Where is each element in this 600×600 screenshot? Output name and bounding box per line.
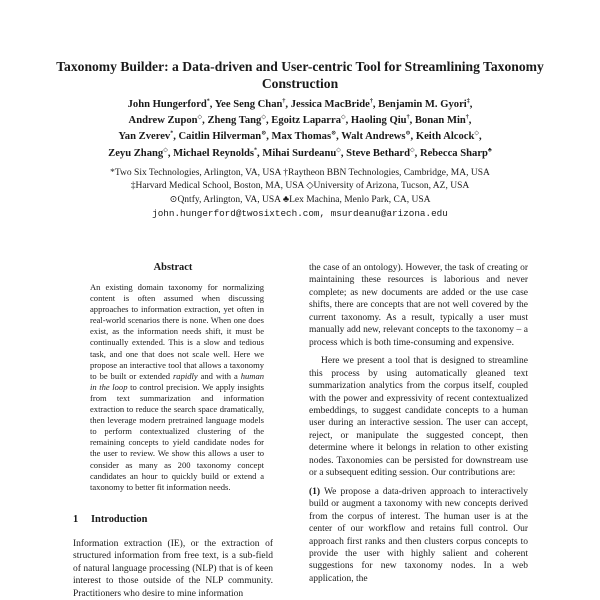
author: Michael Reynolds*: [173, 147, 258, 159]
author: Andrew Zupon◇: [128, 114, 203, 127]
section-number: 1: [73, 514, 79, 525]
email-addresses: john.hungerford@twosixtech.com, msurdeanu@arizona.edu: [152, 208, 448, 220]
author-list: [40, 97, 560, 162]
author-line: Zeyu Zhang◇, Michael Reynolds*, Mihai Surdeanu◇, Steve Bethard◇, Rebecca Sharp♣: [108, 147, 492, 159]
paper-title: Taxonomy Builder: a Data-driven and User-centric Tool for Streamlining Taxonomy Construction: [56, 59, 544, 91]
author: Egoitz Laparra◇: [271, 114, 346, 127]
contribution-paragraph: (1) We propose a data-driven approach to interactively build or augment a taxonomy with new concepts derived from the corpus of interest. The human user is at the center of our workflow and retains full control. Our approach first ranks and then clusters corpus concepts to provide the user with highly salient and coherent suggestions for new taxonomy nodes. In a web application, the: [309, 486, 528, 584]
section-title: Introduction: [91, 514, 148, 525]
emphasis: human in the loop: [90, 370, 264, 392]
intro-paragraph: Information extraction (IE), or the extraction of structured information from free text, is a sub-field of natural language processing (NLP) that is of keen interest to those outside of the NLP community. Practitioners who desire to mine information: [73, 539, 273, 599]
affiliation-line: ‡Harvard Medical School, Boston, MA, USA ◇University of Arizona, Tucson, AZ, USA: [130, 181, 470, 192]
affiliation-line: *Two Six Technologies, Arlington, VA, USA †Raytheon BBN Technologies, Cambridge, MA, USA: [110, 168, 490, 178]
author: Mihai Surdeanu◇: [262, 147, 341, 159]
author: Benjamin M. Gyori‡: [378, 98, 470, 110]
author: Rebecca Sharp♣: [419, 147, 492, 159]
author-line: Andrew Zupon◇, Zheng Tang◇, Egoitz Laparra◇, Haoling Qiu†, Bonan Min†,: [128, 114, 472, 127]
affiliation-block: [40, 167, 560, 221]
author: John Hungerford*: [127, 98, 210, 110]
contribution-label: (1): [309, 486, 321, 497]
body-paragraph: the case of an ontology). However, the task of creating or maintaining these resources is laborious and never complete; as new documents are added or the use case shifts, there are concepts that are not well covered by the current taxonomy. As a result, typically a user must manually add new, relevant concepts to the taxonomy – a process which is both time-consuming and expensive.: [309, 263, 528, 348]
author: Keith Alcock◇: [415, 130, 480, 143]
author-line: John Hungerford*, Yee Seng Chan†, Jessica MacBride†, Benjamin M. Gyori‡,: [127, 98, 473, 110]
abstract-text: An existing domain taxonomy for normalizing content is often assumed when discussing approaches to information extraction, yet often in real-world scenarios there is none. When one does exist, as the information needs shift, it must be continually extended. This is a slow and tedious task, and one that does not scale well. Here we propose an interactive tool that allows a taxonomy to be built or extended rapidly and with a human in the loop to control precision. We apply insights from text summarization and information extraction to reduce the search space dramatically, then leverage modern pretrained language models to perform contextualized clustering of the remaining concepts to yield candidate nodes for the user to review. We show this allows a user to consider as many as 200 taxonomy concept candidates an hour to quickly build or extend a taxonomy to better fit information needs.: [90, 282, 264, 492]
author: Zeyu Zhang◇: [108, 147, 168, 159]
author: Steve Bethard◇: [346, 147, 415, 159]
author: Jessica MacBride†: [290, 98, 373, 110]
section-heading-introduction: [73, 514, 273, 525]
emphasis: rapidly: [172, 370, 198, 381]
author: Yan Zverev*: [118, 130, 174, 143]
author: Max Thomas⊙: [271, 130, 337, 143]
author: Walt Andrews⊙: [341, 130, 411, 143]
affiliation-line: ⊙Qntfy, Arlington, VA, USA ♣Lex Machina, Menlo Park, CA, USA: [169, 194, 431, 205]
author: Haoling Qiu†: [350, 114, 410, 127]
author: Yee Seng Chan†: [214, 98, 286, 110]
author: Caitlin Hilverman⊙: [178, 130, 267, 143]
body-paragraph: Here we present a tool that is designed to streamline this process by using automatically gleaned text summarization analytics from the corpus itself, coupled with the power and expressivity of recent contextualized embeddings, to suggest candidate concepts to a human user during an interactive session. The user can accept, reject, or manipulate the suggested concept, then determine where it belongs in relation to other existing nodes. Taxonomies can be persisted for downstream use or a subsequent editing session. Our contributions are:: [309, 356, 528, 479]
author-line: Yan Zverev*, Caitlin Hilverman⊙, Max Thomas⊙, Walt Andrews⊙, Keith Alcock◇,: [118, 130, 482, 143]
author: Zheng Tang◇: [207, 114, 266, 127]
right-column: [309, 262, 528, 600]
abstract-heading: Abstract: [153, 262, 193, 273]
author: Bonan Min†: [414, 114, 469, 127]
